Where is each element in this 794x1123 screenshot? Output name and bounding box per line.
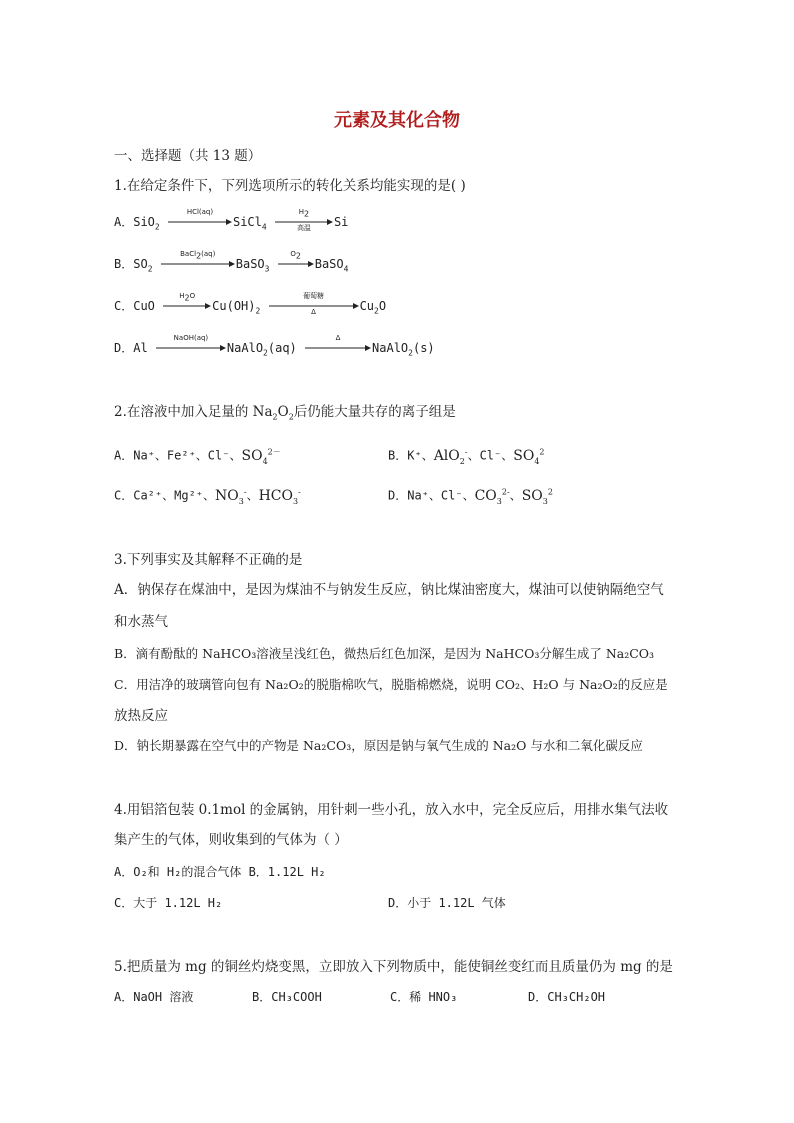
q1-option-c[interactable]: C．CuO $H_2O$ $Cu(OH)_2$ 葡萄糖 Δ $Cu_2O$ bbox=[114, 292, 387, 316]
q1-option-d[interactable]: D．Al NaOH(aq) NaAlO$_2$(aq) Δ NaAlO$_2$(s) bbox=[114, 334, 435, 358]
q1-c-arrow-1-reagent-tail: O bbox=[189, 292, 196, 300]
q1-a-intermediate: SiCl bbox=[232, 215, 262, 229]
document-title: 元素及其化合物 bbox=[334, 110, 460, 131]
q1-d-product-state: (s) bbox=[412, 341, 435, 355]
question-1-stem: 1.在给定条件下，下列选项所示的转化关系均能实现的是( ) bbox=[114, 178, 466, 194]
q4-option-c[interactable]: C．大于 1.12L H₂ bbox=[114, 896, 223, 910]
q3-option-b[interactable]: B．滴有酚酞的 NaHCO₃溶液呈浅红色，微热后红色加深，是因为 NaHCO₃分解生成了 Na₂CO₃ bbox=[114, 646, 655, 661]
q5-option-b[interactable]: B．CH₃COOH bbox=[252, 990, 322, 1004]
q1-c-intermediate: Cu(OH) bbox=[212, 299, 256, 313]
q1-d-intermediate: NaAlO bbox=[226, 341, 264, 355]
q3-option-d[interactable]: D．钠长期暴露在空气中的产物是 Na₂CO₃，原因是钠与氧气生成的 Na₂O 与水和二氧化碳反应 bbox=[114, 738, 643, 753]
q1-b-product: BaSO bbox=[314, 257, 344, 271]
q5-option-d[interactable]: D．CH₃CH₂OH bbox=[528, 990, 606, 1004]
q1-c-arrow-1-top: $H_2O$ bbox=[179, 292, 196, 303]
q1-c-arrow-2-condition: Δ bbox=[311, 308, 316, 316]
q1-d-arrow-1 bbox=[156, 334, 226, 352]
question-5-stem: 5.把质量为 mg 的铜丝灼烧变黑，立即放入下列物质中，能使铜丝变红而且质量仍为 mg 的是 bbox=[114, 959, 673, 975]
q1-a-arrow-2-reagent: H bbox=[298, 208, 305, 216]
q3-option-c-line1[interactable]: C．用洁净的玻璃管向包有 Na₂O₂的脱脂棉吹气，脱脂棉燃烧，说明 CO₂、H₂O 与 Na₂O₂的反应是 bbox=[114, 677, 668, 692]
q1-d-intermediate-state: (aq) bbox=[267, 341, 297, 355]
q1-a-arrow-1-condition: HCl(aq) bbox=[186, 208, 214, 216]
question-4-stem-line1: 4.用铝箔包装 0.1mol 的金属钠，用针刺一些小孔，放入水中，完全反应后，用排水集气法收 bbox=[114, 802, 669, 818]
q5-option-a[interactable]: A．NaOH 溶液 bbox=[114, 990, 194, 1004]
q2-stem-tail: 后仍能大量共存的离子组是 bbox=[293, 404, 456, 420]
q1-d-arrow-2-condition: Δ bbox=[335, 334, 341, 342]
q2-b-text: B．K⁺、 bbox=[388, 448, 434, 463]
q2-option-d[interactable]: D．Na⁺、Cl⁻、$CO_3^{2-}$、$SO_3^2$ bbox=[388, 487, 553, 506]
q1-a-arrow-2 bbox=[275, 208, 333, 232]
q2-a-sulfate: $SO_4^{2-}$ bbox=[241, 447, 281, 466]
q2-d-carbonate: $CO_3^{2-}$ bbox=[474, 487, 510, 506]
q1-d-arrow-2 bbox=[305, 334, 371, 352]
q2-option-b[interactable]: B．K⁺、AlO$_2$-、Cl⁻、$SO_4^2$ bbox=[388, 447, 545, 466]
q1-a-label: A．SiO bbox=[114, 215, 155, 229]
q1-d-product: NaAlO bbox=[372, 341, 409, 355]
question-3-stem: 3.下列事实及其解释不正确的是 bbox=[114, 552, 303, 568]
q1-b-label: B．SO bbox=[114, 257, 148, 271]
q1-a-arrow-2-top: $H_2$ bbox=[298, 208, 310, 219]
q1-c-arrow-2 bbox=[269, 292, 359, 316]
q2-c-text: C．Ca²⁺、Mg²⁺、 bbox=[114, 488, 216, 503]
q2-d-text: D．Na⁺、Cl⁻、 bbox=[388, 488, 475, 503]
q1-c-arrow-1 bbox=[163, 292, 211, 310]
q1-c-arrow-2-reagent: 葡萄糖 bbox=[303, 292, 325, 300]
q1-d-label: D．Al bbox=[114, 341, 148, 355]
q1-a-product: Si bbox=[333, 215, 349, 229]
section-heading: 一、选择题（共 13 题） bbox=[114, 148, 262, 164]
q1-c-arrow-1-reagent: H bbox=[179, 292, 185, 300]
q1-b-intermediate: BaSO bbox=[235, 257, 265, 271]
q1-b-arrow-2 bbox=[278, 250, 314, 268]
q1-a-arrow-2-condition: 高温 bbox=[296, 224, 311, 232]
q2-c-bicarbonate: $HCO_3^-$ bbox=[258, 487, 301, 506]
q2-a-text: A．Na⁺、Fe²⁺、Cl⁻、 bbox=[114, 448, 242, 463]
q2-stem-text: 2.在溶液中加入足量的 Na bbox=[114, 404, 273, 420]
q1-option-a[interactable]: A．SiO$_2$ HCl(aq) SiCl$_4$ $H_2$ 高温 Si bbox=[114, 208, 349, 232]
q1-b-arrow-1-reagent: BaCl bbox=[180, 250, 197, 258]
q1-b-arrow-1-top: BaCl$_2$(aq) bbox=[180, 250, 216, 261]
q4-option-d[interactable]: D．小于 1.12L 气体 bbox=[388, 896, 506, 910]
question-2-stem: 2.在溶液中加入足量的 $Na_2O_2$后仍能大量共存的离子组是 bbox=[114, 404, 456, 422]
q2-b-sulfate: $SO_4^2$ bbox=[513, 447, 545, 466]
q2-option-a[interactable] bbox=[114, 442, 281, 471]
q1-a-arrow-1 bbox=[168, 208, 232, 226]
q4-option-ab[interactable]: A．O₂和 H₂的混合气体 B．1.12L H₂ bbox=[114, 865, 326, 879]
q2-d-sulfite: $SO_3^2$ bbox=[521, 487, 553, 506]
q3-option-a-line2: 和水蒸气 bbox=[114, 614, 168, 630]
q2-option-c[interactable]: C．Ca²⁺、Mg²⁺、$NO_3^-$、$HCO_3^-$ bbox=[114, 487, 301, 506]
question-4-stem-line2: 集产生的气体，则收集到的气体为（ ） bbox=[114, 832, 348, 848]
q5-option-c[interactable]: C．稀 HNO₃ bbox=[390, 990, 458, 1004]
q2-c-nitrate: $NO_3^-$ bbox=[215, 487, 247, 506]
q2-b-aluminate: AlO$_2$- bbox=[433, 447, 468, 466]
q3-option-a-line1[interactable]: A．钠保存在煤油中，是因为煤油不与钠发生反应，钠比煤油密度大，煤油可以使钠隔绝空气 bbox=[114, 582, 664, 598]
q1-b-arrow-2-reagent: O bbox=[290, 250, 296, 258]
q1-d-arrow-1-condition: NaOH(aq) bbox=[173, 334, 209, 342]
q1-b-arrow-1 bbox=[161, 250, 235, 268]
q1-c-product: Cu bbox=[359, 299, 375, 313]
q1-b-arrow-2-top: $O_2$ bbox=[290, 250, 302, 261]
q3-option-c-line2: 放热反应 bbox=[114, 708, 168, 724]
q1-c-label: C．CuO bbox=[114, 299, 155, 313]
q1-b-arrow-1-state: (aq) bbox=[201, 250, 216, 258]
q1-option-b[interactable]: B．$SO_2$ BaCl$_2$(aq) BaSO$_3$ $O_2$ BaSO$_4$ bbox=[114, 250, 349, 274]
